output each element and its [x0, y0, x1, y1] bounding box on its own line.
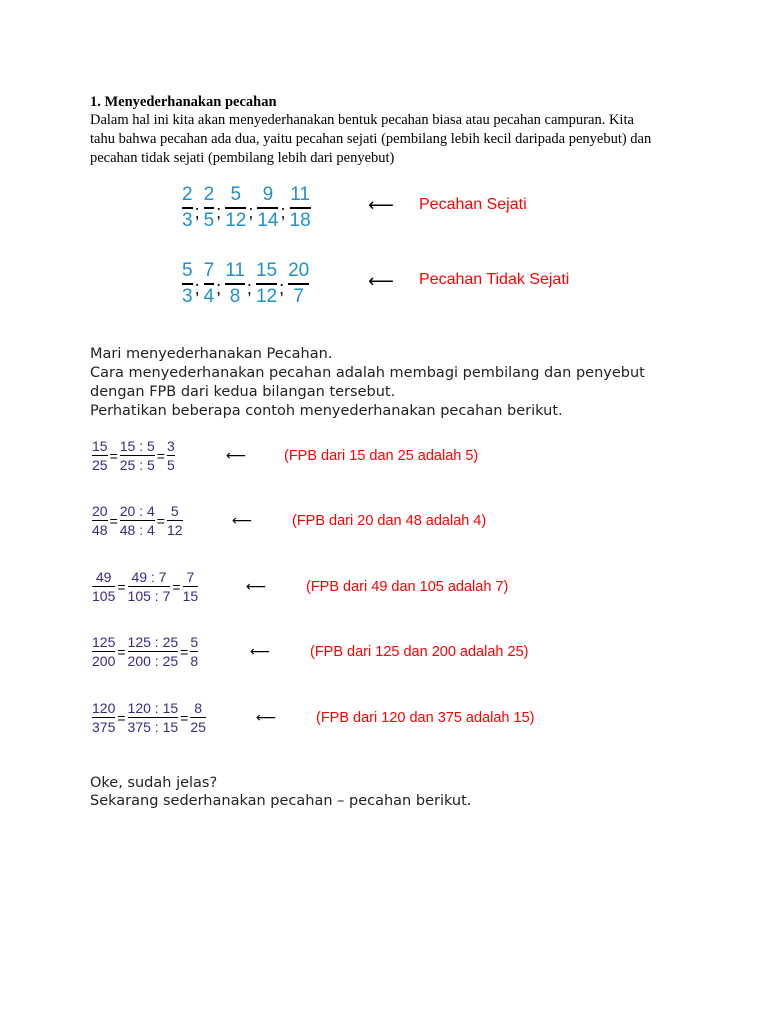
- left-arrow-icon: ⟵: [232, 513, 251, 529]
- denominator: 8: [190, 653, 199, 669]
- fraction: [288, 260, 309, 308]
- numerator: 20: [92, 503, 108, 519]
- separator: ;: [248, 201, 254, 222]
- intro-line: tahu bahwa pecahan ada dua, yaitu pecahan sejati (pembilang lebih kecil daripada penyebut) dan: [90, 131, 652, 147]
- numerator: 49 : 7: [131, 569, 167, 585]
- fraction-bar: [256, 283, 277, 285]
- fraction-bar: [225, 207, 246, 209]
- left-arrow-icon: ⟵: [368, 195, 392, 216]
- fraction: [225, 260, 245, 308]
- fraction: [92, 438, 108, 473]
- fraction: [92, 503, 108, 538]
- denominator: 12: [166, 522, 183, 538]
- closing-paragraph: [90, 774, 471, 810]
- denominator: 48: [92, 522, 108, 538]
- intro-paragraph: [90, 111, 690, 168]
- denominator: 14: [257, 210, 279, 231]
- body-line: Cara menyederhanakan pecahan adalah membagi pembilang dan penyebut: [90, 365, 645, 381]
- fraction: [204, 260, 215, 308]
- fraction-bar: [225, 283, 245, 285]
- equals-sign: =: [117, 643, 126, 660]
- section-heading: 1. Menyederhanakan pecahan: [90, 94, 277, 110]
- numerator: 49: [95, 569, 112, 585]
- improper-fractions-row: [182, 260, 309, 308]
- denominator: 3: [182, 286, 193, 307]
- fraction: [128, 569, 171, 604]
- example-equation: [92, 438, 175, 473]
- numerator: 2: [182, 184, 193, 205]
- denominator: 12: [225, 210, 247, 231]
- fraction-bar: [204, 283, 215, 285]
- fpb-note: (FPB dari 15 dan 25 adalah 5): [284, 448, 479, 464]
- separator: ;: [216, 277, 222, 298]
- denominator: 48 : 4: [119, 522, 155, 538]
- denominator: 8: [229, 286, 241, 307]
- body-line: Mari menyederhanakan Pecahan.: [90, 346, 333, 362]
- denominator: 3: [182, 210, 193, 231]
- left-arrow-icon: ⟵: [246, 579, 265, 595]
- fraction: [257, 184, 278, 232]
- numerator: 2: [203, 184, 215, 205]
- fraction-bar: [92, 586, 115, 587]
- fraction-bar: [128, 586, 171, 587]
- example-equation: [92, 634, 198, 669]
- numerator: 11: [290, 184, 310, 205]
- proper-fractions-row: [182, 184, 311, 232]
- fraction-bar: [257, 207, 278, 209]
- fraction-bar: [167, 520, 183, 521]
- fraction: [190, 700, 206, 735]
- left-arrow-icon: ⟵: [256, 710, 275, 726]
- denominator: 375 : 15: [127, 719, 179, 735]
- fpb-note: (FPB dari 49 dan 105 adalah 7): [306, 579, 509, 595]
- numerator: 5: [170, 503, 179, 519]
- denominator: 105 : 7: [127, 588, 171, 604]
- numerator: 11: [225, 260, 245, 281]
- numerator: 15 : 5: [119, 438, 155, 454]
- equals-sign: =: [109, 447, 118, 464]
- improper-fraction-label: Pecahan Tidak Sejati: [419, 271, 570, 288]
- fraction-bar: [204, 207, 215, 209]
- fraction: [92, 569, 115, 604]
- fraction-bar: [128, 651, 179, 652]
- fraction-bar: [120, 455, 155, 456]
- fraction: [256, 260, 277, 308]
- equals-sign: =: [109, 512, 118, 529]
- numerator: 125: [92, 634, 116, 650]
- fraction: [167, 438, 175, 473]
- fpb-note: (FPB dari 20 dan 48 adalah 4): [292, 513, 487, 529]
- equals-sign: =: [117, 578, 126, 595]
- closing-line: Sekarang sederhanakan pecahan – pecahan berikut.: [90, 793, 472, 809]
- equals-sign: =: [156, 512, 165, 529]
- fraction: [182, 184, 193, 232]
- fraction-bar: [167, 455, 175, 456]
- fraction-bar: [182, 283, 193, 285]
- numerator: 20 : 4: [119, 503, 155, 519]
- fraction: [183, 569, 199, 604]
- numerator: 15: [255, 260, 278, 281]
- left-arrow-icon: ⟵: [368, 271, 392, 292]
- fpb-note: (FPB dari 120 dan 375 adalah 15): [316, 710, 535, 726]
- denominator: 15: [182, 588, 199, 604]
- fraction-bar: [92, 651, 115, 652]
- fraction-bar: [190, 717, 206, 718]
- denominator: 25 : 5: [119, 457, 155, 473]
- fraction: [120, 438, 155, 473]
- fraction-bar: [92, 520, 108, 521]
- numerator: 5: [230, 184, 242, 205]
- fraction-bar: [288, 283, 309, 285]
- fraction: [167, 503, 183, 538]
- numerator: 120: [92, 700, 116, 716]
- intro-line: pecahan tidak sejati (pembilang lebih dari penyebut): [90, 150, 395, 166]
- example-equation: [92, 503, 183, 538]
- numerator: 7: [203, 260, 215, 281]
- equals-sign: =: [156, 447, 165, 464]
- fraction: [190, 634, 198, 669]
- body-line: dengan FPB dari kedua bilangan tersebut.: [90, 384, 396, 400]
- body-line: Perhatikan beberapa contoh menyederhanakan pecahan berikut.: [90, 403, 563, 419]
- denominator: 4: [203, 286, 215, 307]
- denominator: 5: [166, 457, 175, 473]
- denominator: 18: [289, 210, 311, 231]
- equals-sign: =: [172, 578, 181, 595]
- left-arrow-icon: ⟵: [226, 448, 245, 464]
- denominator: 7: [293, 286, 304, 307]
- fraction: [182, 260, 193, 308]
- numerator: 7: [186, 569, 195, 585]
- separator: ;: [246, 277, 252, 298]
- denominator: 375: [92, 719, 116, 735]
- closing-line: Oke, sudah jelas?: [90, 775, 218, 791]
- fraction-bar: [120, 520, 155, 521]
- fraction-bar: [92, 717, 115, 718]
- denominator: 25: [190, 719, 206, 735]
- explanation-paragraph: [90, 345, 645, 421]
- example-equation: [92, 700, 206, 735]
- equals-sign: =: [180, 643, 189, 660]
- numerator: 5: [190, 634, 199, 650]
- numerator: 3: [166, 438, 175, 454]
- fraction-bar: [290, 207, 311, 209]
- separator: ;: [194, 277, 200, 298]
- denominator: 200: [92, 653, 116, 669]
- numerator: 15: [92, 438, 108, 454]
- numerator: 20: [288, 260, 310, 281]
- fraction: [290, 184, 311, 232]
- equals-sign: =: [117, 709, 126, 726]
- fraction-bar: [92, 455, 108, 456]
- proper-fraction-label: Pecahan Sejati: [419, 196, 527, 213]
- fraction: [225, 184, 246, 232]
- fpb-note: (FPB dari 125 dan 200 adalah 25): [310, 644, 529, 660]
- denominator: 105: [92, 588, 116, 604]
- fraction: [92, 634, 115, 669]
- denominator: 25: [92, 457, 108, 473]
- left-arrow-icon: ⟵: [250, 644, 269, 660]
- intro-line: Dalam hal ini kita akan menyederhanakan bentuk pecahan biasa atau pecahan campuran. Kita: [90, 112, 634, 128]
- numerator: 9: [262, 184, 274, 205]
- fraction: [92, 700, 115, 735]
- fraction-bar: [182, 207, 193, 209]
- fraction: [128, 634, 179, 669]
- denominator: 200 : 25: [127, 653, 179, 669]
- numerator: 8: [194, 700, 203, 716]
- example-equation: [92, 569, 198, 604]
- fraction: [204, 184, 215, 232]
- equals-sign: =: [180, 709, 189, 726]
- fraction-bar: [190, 651, 198, 652]
- fraction: [120, 503, 155, 538]
- numerator: 125 : 25: [127, 634, 179, 650]
- numerator: 5: [182, 260, 193, 281]
- denominator: 12: [255, 286, 278, 307]
- numerator: 120 : 15: [127, 700, 179, 716]
- separator: ;: [280, 201, 286, 222]
- fraction-bar: [128, 717, 179, 718]
- separator: ;: [194, 201, 200, 222]
- separator: ;: [279, 277, 285, 298]
- fraction: [128, 700, 179, 735]
- denominator: 5: [203, 210, 215, 231]
- separator: ;: [216, 201, 222, 222]
- fraction-bar: [183, 586, 199, 587]
